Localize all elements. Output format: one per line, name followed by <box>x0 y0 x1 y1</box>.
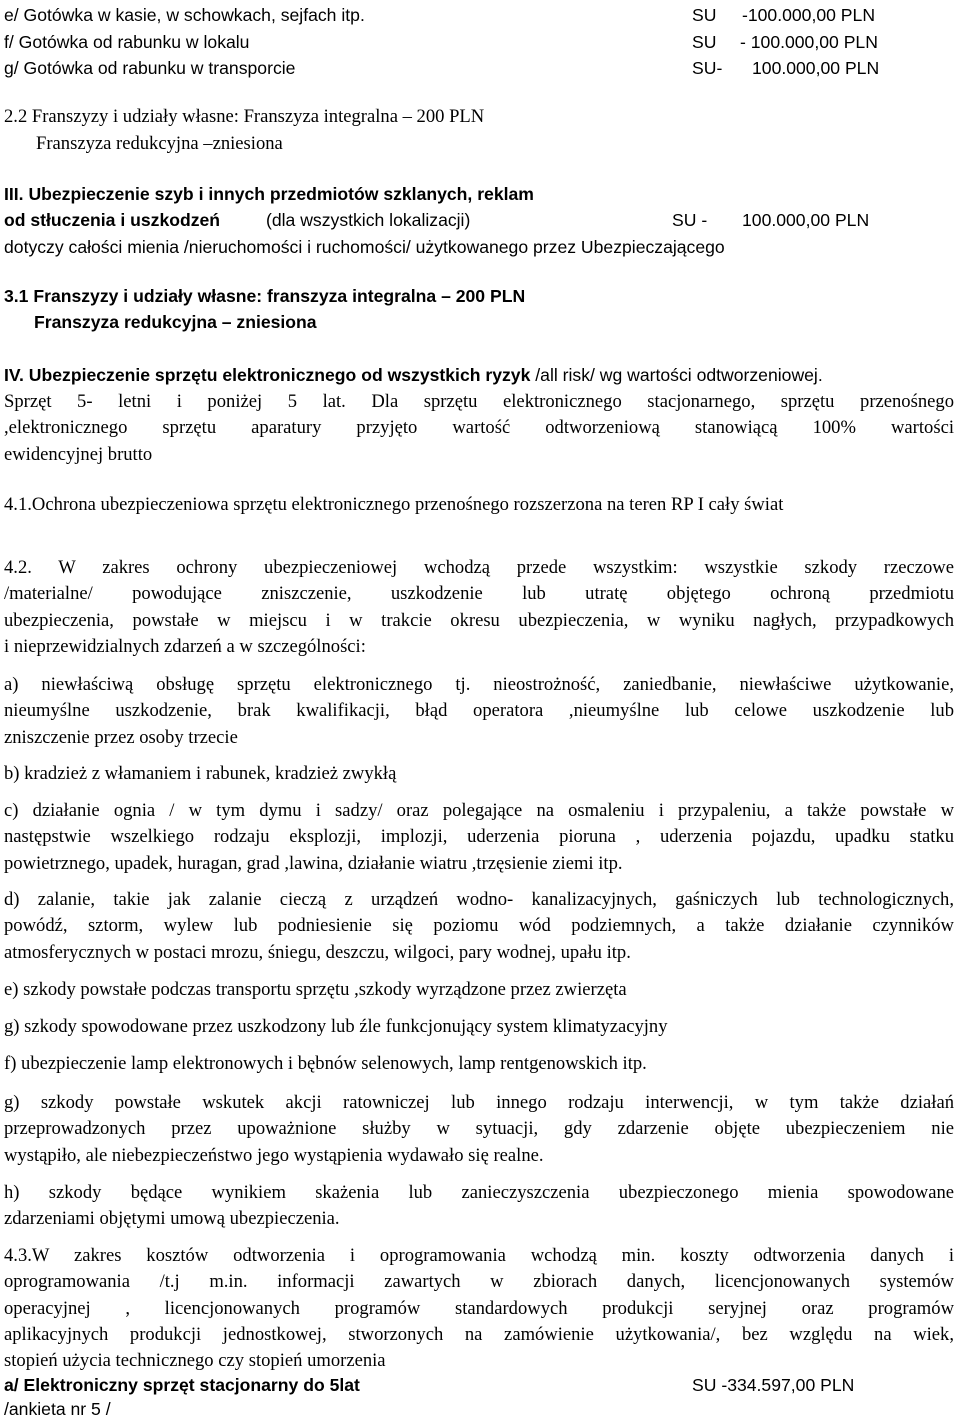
section-IV-line: Sprzęt 5- letni i poniżej 5 lat. Dla sprzętu elektronicznego stacjonarnego, sprzętu przenośnego <box>4 391 954 412</box>
cash-row-su: SU <box>692 32 717 52</box>
item-e: e) szkody powstałe podczas transportu sprzętu ,szkody wyrządzone przez zwierzęta <box>4 979 627 1000</box>
item-a-final-label: a/ Elektroniczny sprzęt stacjonarny do 5lat <box>4 1375 360 1395</box>
cash-row-value: 100.000,00 PLN <box>752 58 880 78</box>
item-f: f) ubezpieczenie lamp elektronowych i bębnów selenowych, lamp rentgenowskich itp. <box>4 1053 647 1074</box>
item-c-line: c) działanie ognia / w tym dymu i sadzy/ oraz polegające na osmaleniu i przypaleniu, a także powstałe w <box>4 800 954 821</box>
cash-row-label: f/ Gotówka od rabunku w lokalu <box>4 32 250 52</box>
item-c-line: następstwie wszelkiego rodzaju eksplozji, implozji, uderzenia pioruna , uderzenia pojazdu, upadku statku <box>4 826 954 848</box>
section-IV-heading-bold: IV. Ubezpieczenie sprzętu elektronicznego od wszystkich ryzyk <box>4 365 531 385</box>
section-4-2-line: /materialne/ powodujące zniszczenie, uszkodzenie lub utratę objętego ochroną przedmiotu <box>4 583 954 605</box>
section-4-2-line: ubezpieczenia, powstałe w miejscu i w trakcie okresu ubezpieczenia, w wyniku nagłych, przypadkowych <box>4 609 954 631</box>
item-d-last-line: atmosferycznych w postaci mrozu, śniegu, deszczu, wilgoci, pary wodnej, upału itp. <box>4 941 631 963</box>
item-g-rescue <box>4 1090 954 1169</box>
section-3-1-line1: 3.1 Franszyzy i udziały własne: franszyza integralna – 200 PLN <box>4 286 526 306</box>
section-2-2-line2: Franszyza redukcyjna –zniesiona <box>36 133 283 154</box>
section-IV-heading-rest: /all risk/ wg wartości odtworzeniowej. <box>535 365 823 385</box>
item-g-rescue-line: g) szkody powstałe wskutek akcji ratowniczej lub innego rodzaju interwencji, w tym także działań <box>4 1092 954 1113</box>
section-IV-heading <box>4 362 823 388</box>
section-4-2-line: 4.2. W zakres ochrony ubezpieczeniowej wchodzą przede wszystkim: wszystkie szkody rzeczowe <box>4 557 954 578</box>
section-4-3-line: aplikacyjnych produkcji jednostkowej, stworzonych na zamówienie użytkowania/, bez względu na wiek, <box>4 1323 954 1345</box>
section-4-2 <box>4 555 954 660</box>
section-III-note: dotyczy całości mienia /nieruchomości i ruchomości/ użytkowanego przez Ubezpieczającego <box>4 237 725 257</box>
section-III-heading-rest: (dla wszystkich lokalizacji) <box>266 210 471 230</box>
item-c <box>4 798 954 877</box>
section-2-2-line1: 2.2 Franszyzy i udziały własne: Franszyza integralna – 200 PLN <box>4 106 485 127</box>
item-a-final-row <box>4 1372 954 1398</box>
item-d <box>4 887 954 966</box>
section-4-3 <box>4 1243 954 1374</box>
item-a-final-value: SU -334.597,00 PLN <box>692 1375 855 1395</box>
section-4-3-line: operacyjnej , licencjonowanych programów standardowych produkcji seryjnej oraz programów <box>4 1297 954 1319</box>
section-4-3-line: 4.3.W zakres kosztów odtworzenia i oprogramowania wchodzą min. koszty odtworzenia danych i <box>4 1245 954 1266</box>
item-a-line: a) niewłaściwą obsługę sprzętu elektronicznego tj. nieostrożność, zaniedbanie, niewłaściwe użytkowanie, <box>4 674 954 695</box>
section-3-1-line2: Franszyza redukcyjna – zniesiona <box>34 312 317 332</box>
item-a-final-note: /ankieta nr 5 / <box>4 1399 111 1419</box>
item-g-climate: g) szkody spowodowane przez uszkodzony lub źle funkcjonujący system klimatyzacyjny <box>4 1016 668 1037</box>
section-IV-line: ,elektronicznego sprzętu aparatury przyjęto wartość odtworzeniową stanowiącą 100% wartości <box>4 417 954 439</box>
cash-row-label: g/ Gotówka od rabunku w transporcie <box>4 58 296 78</box>
section-4-2-last-line: i nieprzewidzialnych zdarzeń a w szczególności: <box>4 635 366 657</box>
item-h-line: h) szkody będące wynikiem skażenia lub zanieczyszczenia ubezpieczonego mienia spowodowane <box>4 1182 954 1203</box>
section-4-1: 4.1.Ochrona ubezpieczeniowa sprzętu elektronicznego przenośnego rozszerzona na teren RP I cały świat <box>4 494 784 515</box>
section-III-heading-line1: III. Ubezpieczenie szyb i innych przedmiotów szklanych, reklam <box>4 184 534 204</box>
item-c-last-line: powietrznego, upadek, huragan, grad ,lawina, działanie wiatru ,trzęsienie ziemi itp. <box>4 852 623 874</box>
cash-row-value: - 100.000,00 PLN <box>740 32 878 52</box>
item-h <box>4 1180 954 1233</box>
section-IV-body <box>4 389 954 468</box>
cash-row-value: -100.000,00 PLN <box>742 5 876 25</box>
item-b: b) kradzież z włamaniem i rabunek, kradzież zwykłą <box>4 763 397 784</box>
section-4-3-last-line: stopień użycia technicznego czy stopień umorzenia <box>4 1350 386 1372</box>
item-g-rescue-line: przeprowadzonych przez upoważnione służby w sytuacji, gdy zdarzenie objęte ubezpieczeniem nie <box>4 1118 954 1140</box>
item-d-line: powódź, sztorm, wylew lub podniesienie się poziomu wód podziemnych, a także działanie czynników <box>4 915 954 937</box>
section-III-value: 100.000,00 PLN <box>742 210 870 230</box>
item-d-line: d) zalanie, takie jak zalanie cieczą z urządzeń wodno- kanalizacyjnych, gaśniczych lub technologicznych, <box>4 889 954 910</box>
item-a <box>4 672 954 751</box>
item-g-rescue-last-line: wystąpiło, ale niebezpieczeństwo jego wystąpienia wydawało się realne. <box>4 1144 544 1166</box>
section-III-line2 <box>4 207 954 233</box>
section-III-su: SU - <box>672 210 708 230</box>
section-III-heading <box>4 181 534 207</box>
section-IV-last-line: ewidencyjnej brutto <box>4 443 153 465</box>
cash-row-label: e/ Gotówka w kasie, w schowkach, sejfach itp. <box>4 5 365 25</box>
item-a-line: nieumyślne uszkodzenie, brak kwalifikacji, błąd operatora ,nieumyślne lub celowe uszkodzenie lub <box>4 700 954 722</box>
item-a-last-line: zniszczenie przez osoby trzecie <box>4 726 238 748</box>
cash-row-su: SU <box>692 5 717 25</box>
cash-row-su: SU- <box>692 58 723 78</box>
item-h-last-line: zdarzeniami objętymi umową ubezpieczenia. <box>4 1208 340 1230</box>
section-III-heading-bold: od stłuczenia i uszkodzeń <box>4 210 221 230</box>
section-4-3-line: oprogramowania /t.j m.in. informacji zawartych w zbiorach danych, licencjonowanych systemów <box>4 1271 954 1293</box>
